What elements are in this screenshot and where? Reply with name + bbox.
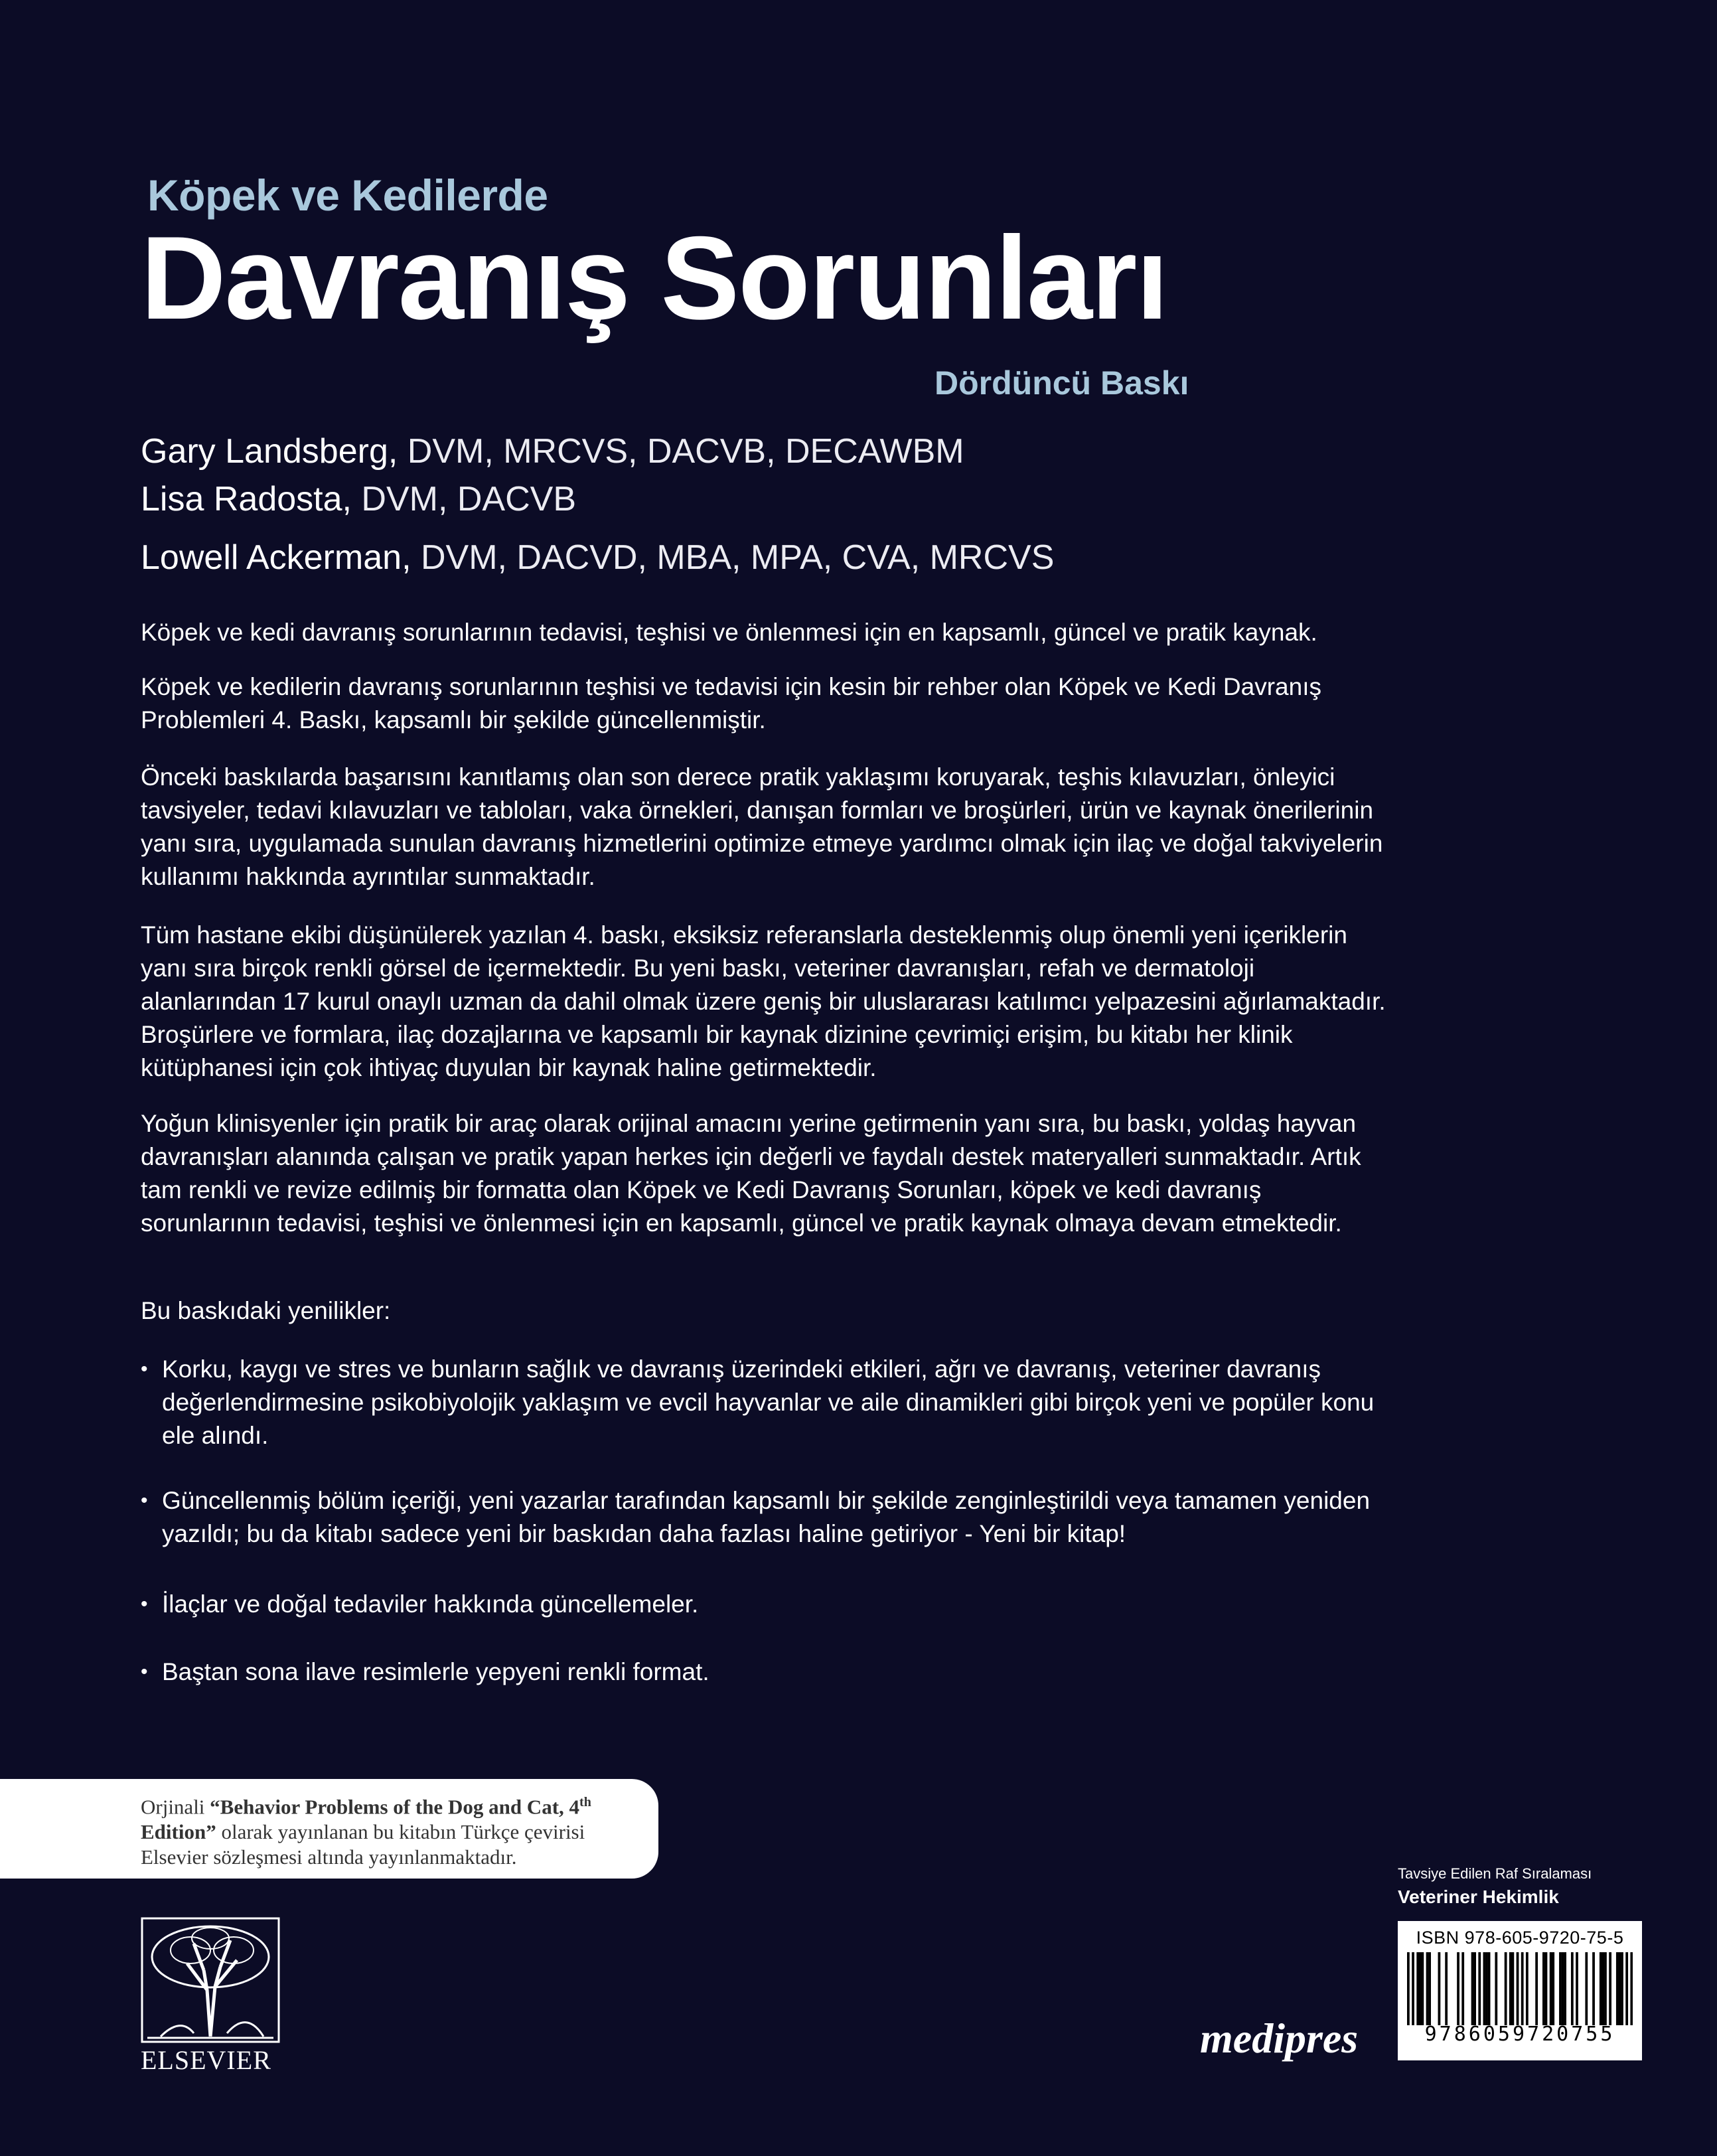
barcode-bar bbox=[1445, 1952, 1448, 2025]
shelf-value: Veteriner Hekimlik bbox=[1398, 1887, 1559, 1907]
intro-paragraph bbox=[141, 616, 1388, 649]
feature-bullet bbox=[141, 1656, 1388, 1689]
barcode-bar bbox=[1407, 1952, 1410, 2025]
note-superscript: th bbox=[579, 1795, 591, 1810]
barcode-bar bbox=[1412, 1952, 1414, 2025]
intro-paragraph bbox=[141, 919, 1388, 1085]
barcode-bar bbox=[1609, 1952, 1611, 2025]
original-edition-note bbox=[0, 1779, 658, 1879]
barcode-bar bbox=[1562, 1952, 1564, 2025]
barcode-bar bbox=[1604, 1952, 1607, 2025]
author-name: Lisa Radosta, bbox=[141, 480, 352, 518]
barcode-bar bbox=[1421, 1952, 1424, 2025]
barcode-bar bbox=[1426, 1952, 1429, 2025]
barcode-bar bbox=[1488, 1952, 1491, 2025]
barcode-bar bbox=[1550, 1952, 1552, 2025]
bullet-text: Korku, kaygı ve stres ve bunların sağlık ve davranış üzerindeki etkileri, ağrı ve davranış, veteriner davranış değerlendirmesine psikobiyolojik yaklaşım ve evcil hayvanlar ve aile dinamikleri gibi birçok yeni ve popüler konu ele alındı. bbox=[162, 1355, 1375, 1449]
barcode-bar bbox=[1630, 1952, 1633, 2025]
barcode-bar bbox=[1457, 1952, 1459, 2025]
author-line bbox=[141, 479, 576, 519]
barcode-bar bbox=[1485, 1952, 1488, 2025]
barcode-bar bbox=[1542, 1952, 1545, 2025]
barcode-bar bbox=[1509, 1952, 1512, 2025]
barcode-bar bbox=[1564, 1952, 1566, 2025]
author-credentials: DVM, DACVD, MBA, MPA, CVA, MRCVS bbox=[411, 538, 1055, 577]
isbn-barcode bbox=[1398, 1921, 1642, 2060]
barcode-bar bbox=[1478, 1952, 1481, 2025]
barcode-bar bbox=[1535, 1952, 1538, 2025]
author-credentials: DVM, DACVB bbox=[351, 480, 577, 518]
author-credentials: DVM, MRCVS, DACVB, DECAWBM bbox=[398, 432, 964, 471]
barcode-bar bbox=[1621, 1952, 1623, 2025]
bullet-text: İlaçlar ve doğal tedaviler hakkında güncellemeler. bbox=[162, 1590, 699, 1618]
paragraph-text: Köpek ve kedi davranış sorunlarının tedavisi, teşhisi ve önlenmesi için en kapsamlı, güncel ve pratik kaynak. bbox=[141, 619, 1317, 646]
note-prefix: Orjinali bbox=[141, 1795, 210, 1819]
feature-bullet bbox=[141, 1484, 1388, 1551]
edition-label: Dördüncü Baskı bbox=[934, 364, 1189, 402]
paragraph-text: Tüm hastane ekibi düşünülerek yazılan 4. baskı, eksiksiz referanslarla desteklenmiş olup önemli yeni içeriklerin yanı sıra birçok renkli görsel de içermektedir. Bu yeni baskı, veteriner davranışları, refah ve dermatoloji alanlarından 17 kurul onaylı uzman da dahil olmak üzere geniş bir uluslararası katılımcı yelpazesini ağırlamaktadır. Broşürlere ve formlara, ilaç dozajlarına ve kapsamlı bir kaynak dizinine çevrimiçi erişim, bu kitabı her klinik kütüphanesi için çok ihtiyaç duyulan bir kaynak haline getirmektedir. bbox=[141, 921, 1386, 1081]
barcode-bar bbox=[1473, 1952, 1476, 2025]
barcode-bar bbox=[1428, 1952, 1431, 2025]
barcode-bar bbox=[1592, 1952, 1595, 2025]
paragraph-text: Yoğun klinisyenler için pratik bir araç olarak orijinal amacını yerine getirmenin yanı sıra, bu baskı, yoldaş hayvan davranışları alanında çalışan ve pratik yapan herkes için değerli ve faydalı destek materyalleri sunmaktadır. Artık tam renkli ve revize edilmiş bir formatta olan Köpek ve Kedi Davranış Sorunları, köpek ve kedi davranış sorunlarının tedavisi, teşhisi ve önlenmesi için en kapsamlı, güncel ve pratik kaynak olmaya devam etmektedir. bbox=[141, 1110, 1361, 1237]
author-name: Lowell Ackerman, bbox=[141, 538, 411, 577]
author-line bbox=[141, 431, 964, 471]
barcode-bar bbox=[1600, 1952, 1602, 2025]
barcode-bar bbox=[1505, 1952, 1507, 2025]
barcode-bar bbox=[1517, 1952, 1519, 2025]
bullet-icon: • bbox=[141, 1593, 148, 1615]
note-book-title-end: Edition” bbox=[141, 1820, 216, 1844]
barcode-bar bbox=[1625, 1952, 1628, 2025]
barcode-bar bbox=[1585, 1952, 1588, 2025]
barcode-bar bbox=[1559, 1952, 1562, 2025]
bullet-icon: • bbox=[141, 1490, 148, 1511]
barcode-bar bbox=[1576, 1952, 1578, 2025]
barcode-bar bbox=[1571, 1952, 1574, 2025]
barcode-bar bbox=[1619, 1952, 1621, 2025]
barcode-bar bbox=[1526, 1952, 1529, 2025]
barcode-bar bbox=[1511, 1952, 1514, 2025]
barcode-bar bbox=[1521, 1952, 1524, 2025]
intro-paragraph bbox=[141, 761, 1388, 893]
medipres-logo: medipres bbox=[1200, 2015, 1359, 2062]
barcode-bar bbox=[1552, 1952, 1554, 2025]
paragraph-text: Bu baskıdaki yenilikler: bbox=[141, 1297, 391, 1324]
barcode-bar bbox=[1495, 1952, 1497, 2025]
shelf-label: Tavsiye Edilen Raf Sıralaması bbox=[1398, 1865, 1592, 1882]
feature-bullet bbox=[141, 1353, 1388, 1452]
note-suffix: olarak yayınlanan bu kitabın Türkçe çevirisi Elsevier sözleşmesi altında yayınlanmaktadır. bbox=[141, 1820, 585, 1869]
bullet-text: Baştan sona ilave resimlerle yepyeni renkli format. bbox=[162, 1658, 709, 1685]
intro-paragraph bbox=[141, 1107, 1388, 1240]
book-title: Davranış Sorunları bbox=[141, 212, 1167, 344]
paragraph-text: Köpek ve kedilerin davranış sorunlarının teşhisi ve tedavisi için kesin bir rehber olan Köpek ve Kedi Davranış Problemleri 4. Baskı, kapsamlı bir şekilde güncellenmiştir. bbox=[141, 673, 1321, 733]
author-name: Gary Landsberg, bbox=[141, 432, 398, 471]
bullet-icon: • bbox=[141, 1358, 148, 1380]
barcode-bar bbox=[1483, 1952, 1486, 2025]
barcode-bar bbox=[1471, 1952, 1474, 2025]
bullet-text: Güncellenmiş bölüm içeriği, yeni yazarlar tarafından kapsamlı bir şekilde zenginleştirildi veya tamamen yeniden yazıldı; bu da kitabı sadece yeni bir baskıdan daha fazlası haline getiriyor - Yeni bir kitap! bbox=[162, 1487, 1371, 1547]
book-subtitle: Köpek ve Kedilerde bbox=[147, 171, 548, 220]
barcode-digits: 9786059720755 bbox=[1424, 2023, 1615, 2046]
isbn-text: ISBN 978-605-9720-75-5 bbox=[1416, 1928, 1624, 1948]
author-line bbox=[141, 538, 1054, 578]
features-heading bbox=[141, 1294, 1388, 1328]
elsevier-wordmark: ELSEVIER bbox=[141, 2045, 271, 2075]
feature-bullet bbox=[141, 1588, 1388, 1621]
barcode-bar bbox=[1416, 1952, 1419, 2025]
barcode-bar bbox=[1438, 1952, 1441, 2025]
barcode-bars bbox=[1407, 1952, 1633, 2025]
paragraph-text: Önceki baskılarda başarısını kanıtlamış olan son derece pratik yaklaşımı koruyarak, teşhis kılavuzları, önleyici tavsiyeler, tedavi kılavuzları ve tabloları, vaka örnekleri, danışan formları ve broşürleri, ürün ve kaynak önerilerinin yanı sıra, uygulamada sunulan davranış hizmetlerini optimize etmeye yardımcı olmak için ilaç ve doğal takviyelerin kullanımı hakkında ayrıntılar sunmaktadır. bbox=[141, 763, 1383, 890]
barcode-bar bbox=[1602, 1952, 1604, 2025]
barcode-bar bbox=[1545, 1952, 1548, 2025]
bullet-icon: • bbox=[141, 1661, 148, 1683]
intro-paragraph bbox=[141, 670, 1388, 737]
barcode-bar bbox=[1616, 1952, 1619, 2025]
note-book-title: “Behavior Problems of the Dog and Cat, 4 bbox=[210, 1795, 580, 1819]
barcode-bar bbox=[1461, 1952, 1464, 2025]
barcode-bar bbox=[1419, 1952, 1422, 2025]
